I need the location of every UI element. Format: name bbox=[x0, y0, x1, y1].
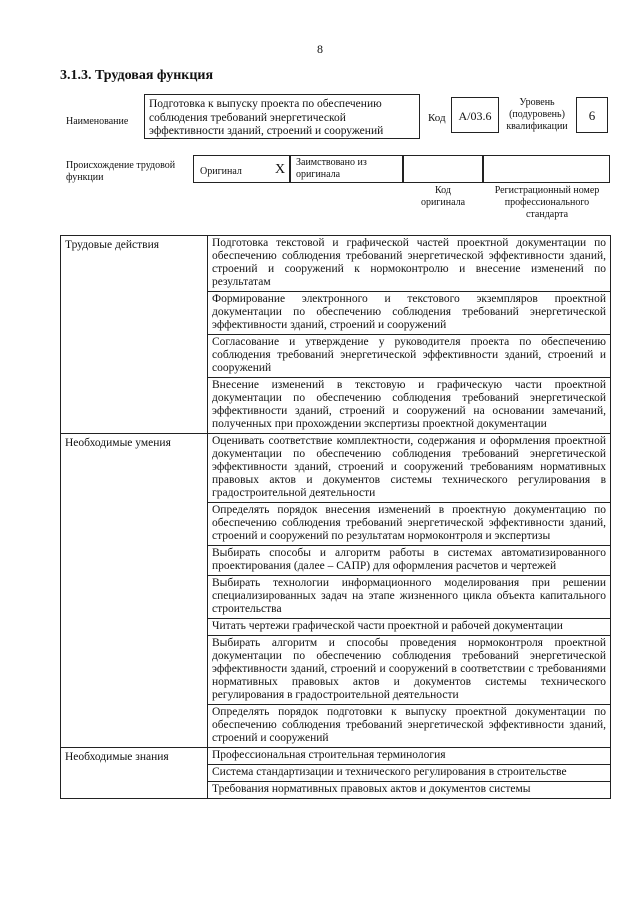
code-value: А/03.6 bbox=[451, 97, 499, 133]
original-mark: X bbox=[275, 162, 286, 177]
function-table bbox=[60, 235, 611, 799]
name-value: Подготовка к выпуску проекта по обеспечению соблюдения требований энергетической эффективности зданий, строений и сооружений bbox=[149, 98, 384, 137]
code-caption: Код оригинала bbox=[420, 185, 466, 208]
table-row bbox=[61, 434, 611, 748]
list-item: Определять порядок подготовки к выпуску проектной документации по обеспечению соблюдения требований энергетической эффективности зданий, строений и сооружений bbox=[212, 706, 606, 744]
borrowed-label: Заимствовано из оригинала bbox=[296, 157, 367, 180]
category-cell: Трудовые действия bbox=[61, 236, 208, 434]
list-item: Оценивать соответствие комплектности, содержания и оформления проектной документации по обеспечению соблюдения требований энергетической эффективности зданий, строений и сооружений требованиям нормативных правовых актов и документов системы технического регулирования в градостроительной деятельности bbox=[208, 434, 610, 503]
list-item: Выбирать алгоритм и способы проведения нормоконтроля проектной документации по обеспечению соблюдения требований энергетической эффективности зданий, строений и сооружений в соответствии с требованиями нормативных правовых актов и документов системы технического регулирования в градостроительной деятельности bbox=[208, 636, 610, 705]
level-value: 6 bbox=[576, 97, 608, 133]
list-item: Выбирать способы и алгоритм работы в системах автоматизированного проектирования (далее – САПР) для оформления расчетов и чертежей bbox=[208, 546, 610, 576]
items-cell bbox=[208, 748, 611, 799]
reg-number-cell bbox=[483, 155, 610, 183]
section-title: 3.1.3. Трудовая функция bbox=[60, 68, 214, 83]
table-row bbox=[61, 748, 611, 799]
category-cell: Необходимые умения bbox=[61, 434, 208, 748]
level-label: Уровень (подуровень) квалификации bbox=[506, 97, 568, 132]
items-cell bbox=[208, 434, 611, 748]
category-cell: Необходимые знания bbox=[61, 748, 208, 799]
list-item: Согласование и утверждение у руководителя проекта по обеспечению соблюдения требований энергетической эффективности зданий, строений и сооружений bbox=[208, 335, 610, 378]
list-item: Система стандартизации и технического регулирования в строительстве bbox=[208, 765, 610, 782]
list-item: Профессиональная строительная терминология bbox=[208, 748, 610, 765]
items-cell bbox=[208, 236, 611, 434]
list-item: Внесение изменений в текстовую и графическую части проектной документации по обеспечению соблюдения требований энергетической эффективности зданий, строений и сооружений на основании замечаний, полученных при прохождении экспертизы проектной документации bbox=[212, 379, 606, 430]
reg-caption: Регистрационный номер профессионального стандарта bbox=[494, 185, 600, 220]
list-item: Требования нормативных правовых актов и документов системы bbox=[212, 783, 531, 795]
name-label: Наименование bbox=[66, 116, 129, 127]
origin-code-cell bbox=[403, 155, 483, 183]
list-item: Формирование электронного и текстового экземпляров проектной документации по обеспечению соблюдения требований энергетической эффективности зданий, строений и сооружений bbox=[208, 292, 610, 335]
code-label: Код bbox=[428, 112, 446, 124]
list-item: Подготовка текстовой и графической частей проектной документации по обеспечению соблюдения требований энергетической эффективности зданий, строений и сооружений к нормоконтролю и внесение изменений по результатам bbox=[208, 236, 610, 292]
list-item: Читать чертежи графической части проектной и рабочей документации bbox=[208, 619, 610, 636]
list-item: Определять порядок внесения изменений в проектную документацию по обеспечению соблюдения требований энергетической эффективности зданий, строений и сооружений по результатам нормоконтроля и экспертизы bbox=[208, 503, 610, 546]
original-label: Оригинал bbox=[200, 166, 242, 177]
origin-label: Происхождение трудовой функции bbox=[66, 160, 176, 183]
page-number: 8 bbox=[317, 42, 323, 56]
list-item: Выбирать технологии информационного моделирования при решении специализированных задач на этапе жизненного цикла объекта капитального строительства bbox=[208, 576, 610, 619]
table-row bbox=[61, 236, 611, 434]
